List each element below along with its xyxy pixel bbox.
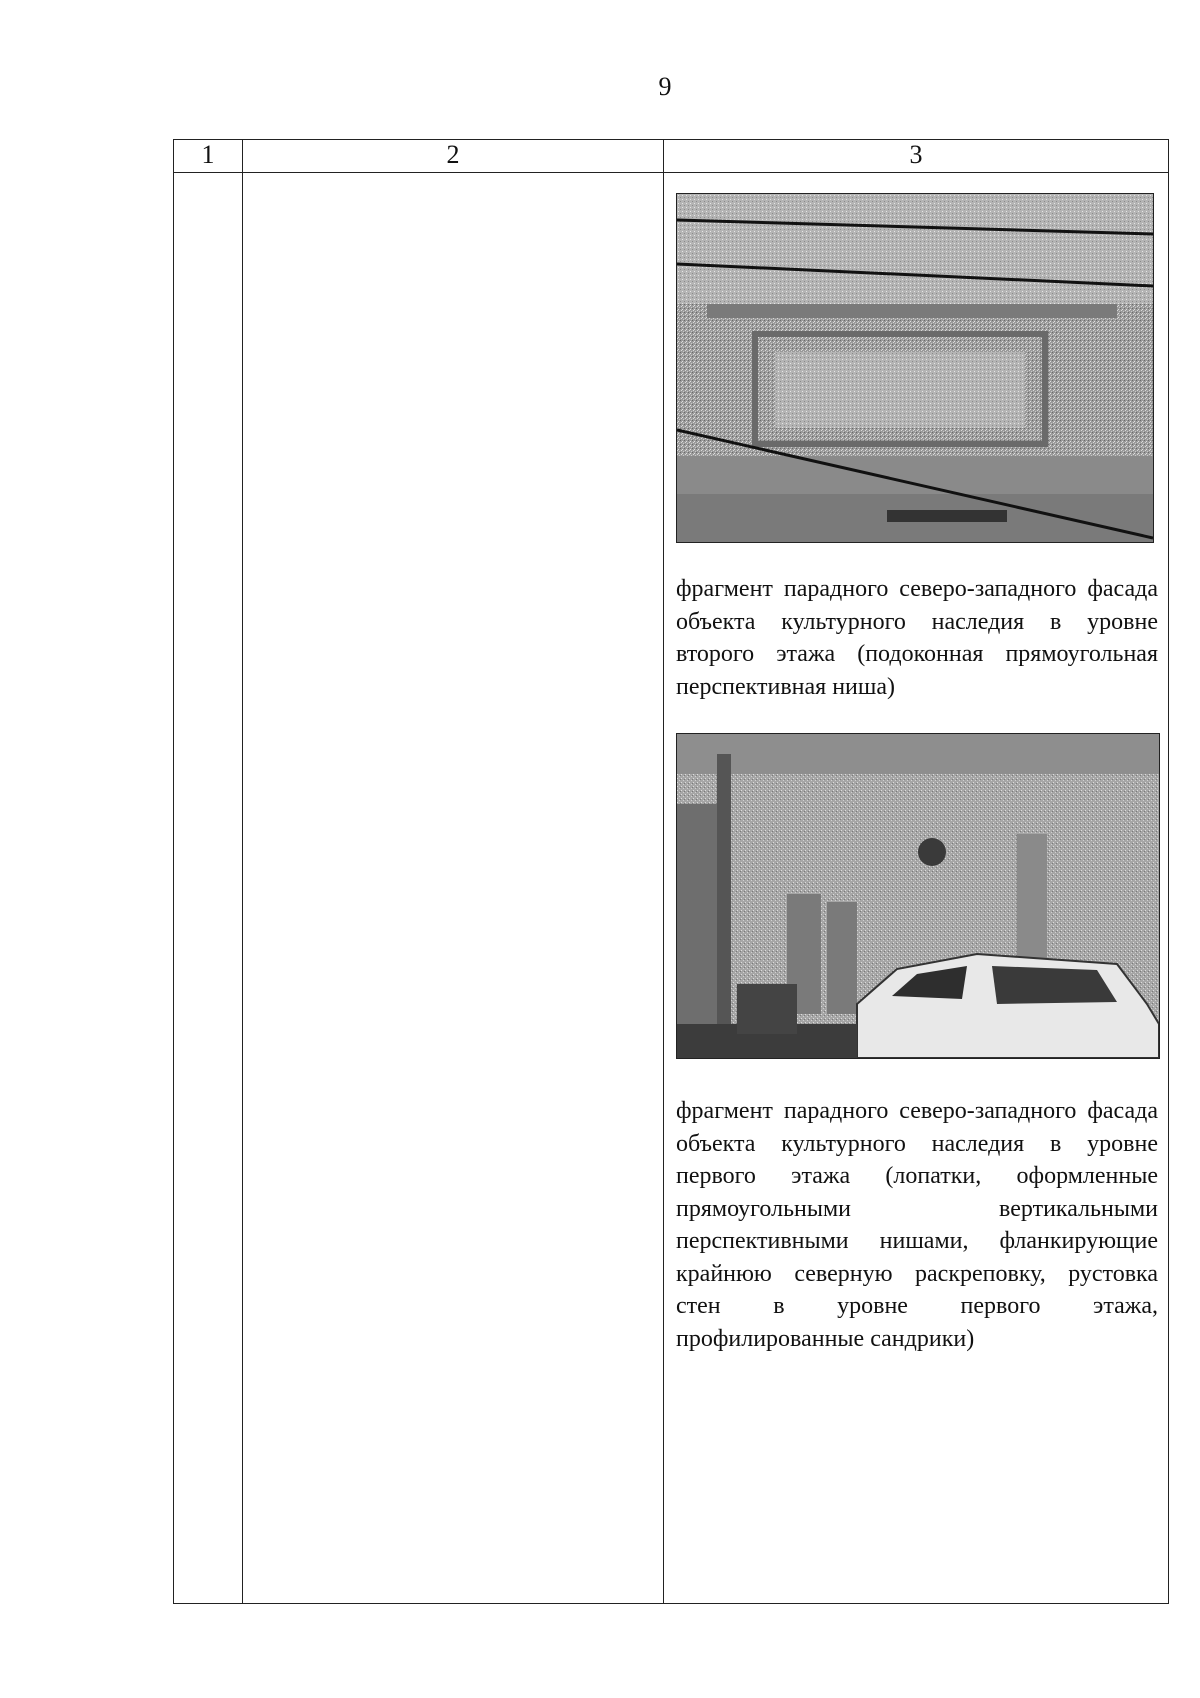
header-col-3: 3 bbox=[664, 140, 1169, 173]
table-header-row bbox=[174, 140, 1169, 173]
facade-photo-first-floor bbox=[676, 733, 1160, 1059]
facade-photo-second-floor bbox=[676, 193, 1154, 543]
cell-col-2 bbox=[243, 173, 664, 1604]
cell-col-1 bbox=[174, 173, 243, 1604]
header-col-1: 1 bbox=[174, 140, 243, 173]
cell-col-3 bbox=[664, 173, 1169, 1604]
table-row bbox=[174, 173, 1169, 1604]
photo2-caption: фрагмент парадного северо-западного фасада объекта культурного наследия в уровне первого этажа (лопатки, оформленные прямоугольными вертикальными перспективными нишами, фланкирующие крайнюю северную раскреповку, рустовка стен в уровне первого этажа, профилированные сандрики) bbox=[676, 1098, 1158, 1352]
document-table bbox=[173, 139, 1169, 1604]
header-col-2: 2 bbox=[243, 140, 664, 173]
page-number: 9 bbox=[658, 72, 672, 101]
photo1-caption: фрагмент парадного северо-западного фасада объекта культурного наследия в уровне второго этажа (подоконная прямоугольная перспективная ниша) bbox=[676, 576, 1158, 700]
